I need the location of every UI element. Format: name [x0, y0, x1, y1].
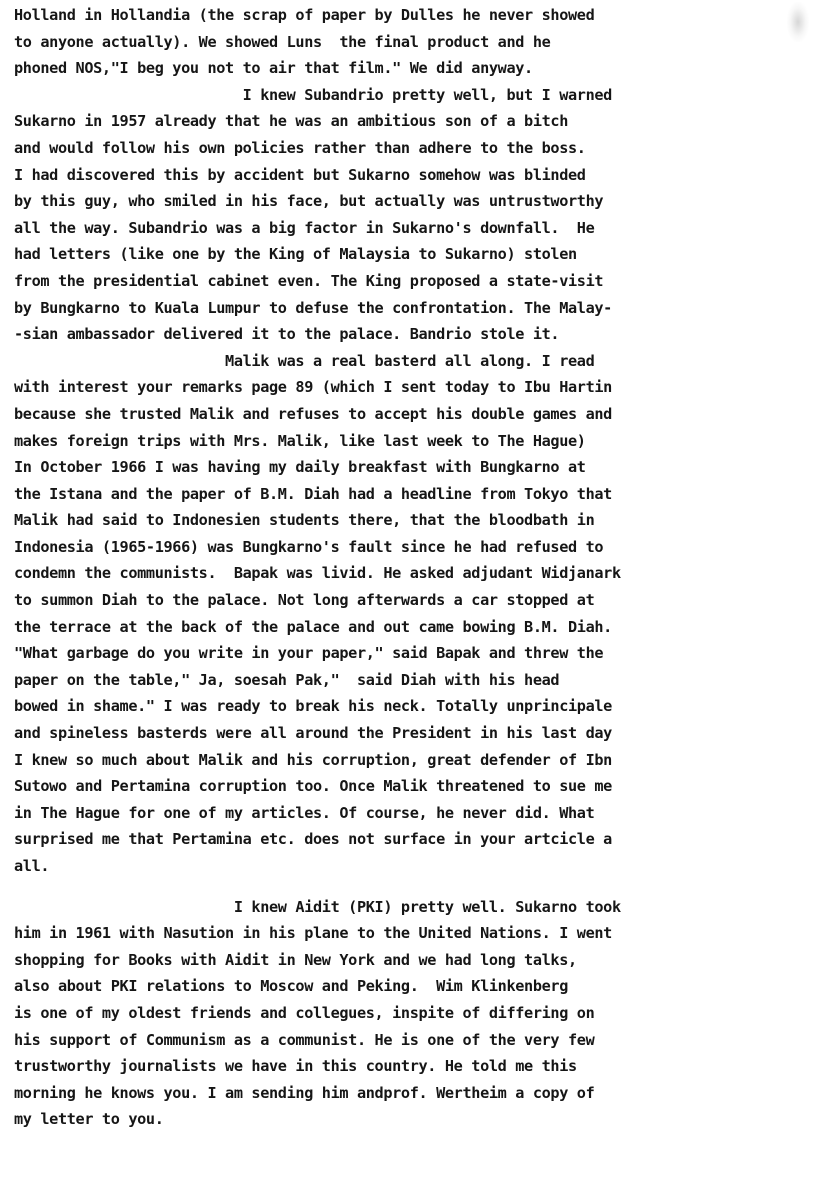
text-line: -sian ambassador delivered it to the palace. Bandrio stole it. [14, 325, 560, 344]
text-line: had letters (like one by the King of Malaysia to Sukarno) stolen [14, 245, 577, 264]
text-line: phoned NOS,"I beg you not to air that film." We did anyway. [14, 59, 533, 78]
text-line: paper on the table," Ja, soesah Pak," said Diah with his head [14, 670, 560, 689]
text-line: Indonesia (1965-1966) was Bungkarno's fault since he had refused to [14, 537, 604, 556]
text-line: I knew Subandrio pretty well, but I warned [14, 85, 612, 104]
text-line: all. [14, 857, 50, 875]
letter-body [14, 2, 814, 1133]
text-line: by Bungkarno to Kuala Lumpur to defuse the confrontation. The Malay- [14, 298, 612, 317]
text-line: to anyone actually). We showed Luns the final product and he [14, 32, 551, 51]
text-line: makes foreign trips with Mrs. Malik, like last week to The Hague) [14, 431, 586, 450]
text-line: also about PKI relations to Moscow and Peking. Wim Klinkenberg [14, 977, 569, 996]
text-line: Sukarno in 1957 already that he was an ambitious son of a bitch [14, 112, 569, 131]
text-line: with interest your remarks page 89 (which I sent today to Ibu Hartin [14, 378, 612, 397]
text-line: by this guy, who smiled in his face, but actually was untrustworthy [14, 192, 604, 211]
text-line: shopping for Books with Aidit in New York and we had long talks, [14, 950, 577, 969]
text-line: Malik was a real basterd all along. I read [14, 351, 595, 370]
text-line: trustworthy journalists we have in this country. He told me this [14, 1057, 577, 1076]
text-line: and would follow his own policies rather than adhere to the boss. [14, 138, 586, 157]
text-line: the terrace at the back of the palace and out came bowing B.M. Diah. [14, 617, 612, 636]
text-line: is one of my oldest friends and collegues, inspite of differing on [14, 1003, 595, 1022]
text-line: morning he knows you. I am sending him andprof. Wertheim a copy of [14, 1083, 595, 1102]
text-line: Holland in Hollandia (the scrap of paper by Dulles he never showed [14, 6, 595, 24]
text-line: I had discovered this by accident but Sukarno somehow was blinded [14, 165, 586, 184]
text-line: bowed in shame." I was ready to break his neck. Totally unprincipale [14, 697, 612, 716]
text-line: all the way. Subandrio was a big factor in Sukarno's downfall. He [14, 218, 595, 237]
text-line: him in 1961 with Nasution in his plane to the United Nations. I went [14, 924, 612, 943]
text-line: Sutowo and Pertamina corruption too. Once Malik threatened to sue me [14, 777, 612, 796]
text-line: to summon Diah to the palace. Not long afterwards a car stopped at [14, 591, 595, 610]
text-line: Malik had said to Indonesien students there, that the bloodbath in [14, 511, 595, 530]
text-line: the Istana and the paper of B.M. Diah had a headline from Tokyo that [14, 484, 612, 503]
text-line: condemn the communists. Bapak was livid. He asked adjudant Widjanark [14, 564, 621, 583]
text-line: surprised me that Pertamina etc. does not surface in your artcicle a [14, 830, 612, 849]
text-line: from the presidential cabinet even. The King proposed a state-visit [14, 271, 604, 290]
text-line: "What garbage do you write in your paper," said Bapak and threw the [14, 644, 604, 663]
text-line: and spineless basterds were all around the President in his last day [14, 724, 612, 743]
text-line: in The Hague for one of my articles. Of course, he never did. What [14, 803, 595, 822]
paragraph-gap [14, 880, 814, 894]
text-line: my letter to you. [14, 1110, 164, 1129]
text-line: I knew so much about Malik and his corruption, great defender of Ibn [14, 750, 612, 769]
text-line: In October 1966 I was having my daily breakfast with Bungkarno at [14, 458, 586, 477]
text-line: because she trusted Malik and refuses to accept his double games and [14, 404, 612, 423]
text-line: his support of Communism as a communist. He is one of the very few [14, 1030, 595, 1049]
text-line: I knew Aidit (PKI) pretty well. Sukarno took [14, 897, 621, 916]
